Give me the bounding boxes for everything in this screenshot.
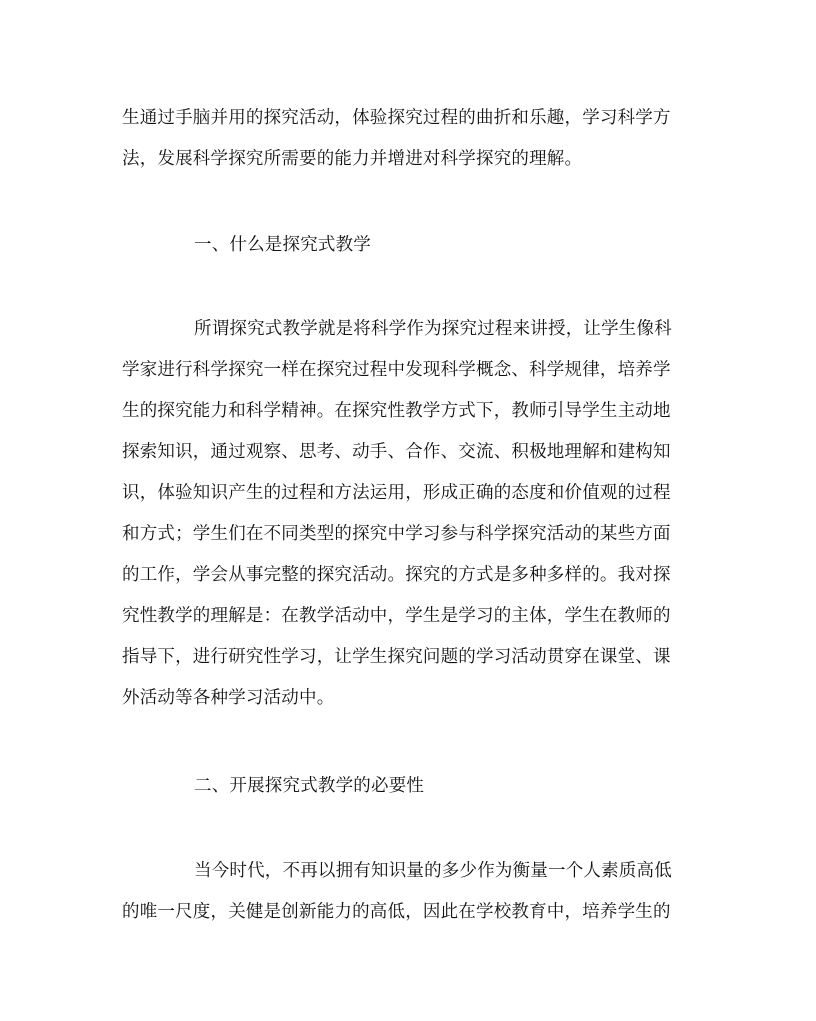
text-line: 指导下，进行研究性学习，让学生探究问题的学习活动贯穿在课堂、课 — [122, 647, 671, 667]
text-line: 法，发展科学探究所需要的能力并增进对科学探究的理解。 — [122, 149, 583, 169]
intro-paragraph — [122, 98, 702, 180]
section1-paragraph — [122, 309, 702, 719]
text-line: 究性教学的理解是：在教学活动中，学生是学习的主体，学生在教师的 — [122, 606, 671, 626]
text-line: 外活动等各种学习活动中。 — [122, 688, 335, 708]
text-line: 和方式；学生们在不同类型的探究中学习参与科学探究活动的某些方面 — [122, 524, 671, 544]
text-line: 的工作，学会从事完整的探究活动。探究的方式是多种多样的。我对探 — [122, 565, 671, 585]
text-line: 识，体验知识产生的过程和方法运用，形成正确的态度和价值观的过程 — [122, 483, 671, 503]
text-line: 学家进行科学探究一样在探究过程中发现科学概念、科学规律，培养学 — [122, 360, 671, 380]
section-heading-necessity — [122, 766, 702, 807]
section-heading-text: 一、什么是探究式教学 — [194, 235, 371, 255]
text-line: 探索知识，通过观察、思考、动手、合作、交流、积极地理解和建构知 — [122, 442, 671, 462]
text-line: 的唯一尺度，关健是创新能力的高低，因此在学校教育中，培养学生的 — [122, 902, 671, 922]
text-line: 所谓探究式教学就是将科学作为探究过程来讲授，让学生像科 — [194, 319, 672, 339]
section-heading-text: 二、开展探究式教学的必要性 — [194, 776, 425, 796]
text-line: 生的探究能力和科学精神。在探究性教学方式下，教师引导学生主动地 — [122, 401, 671, 421]
section-heading-what-is-inquiry — [122, 225, 702, 266]
text-line: 生通过手脑并用的探究活动，体验探究过程的曲折和乐趣，学习科学方 — [122, 108, 671, 128]
section2-paragraph — [122, 851, 702, 933]
text-line: 当今时代，不再以拥有知识量的多少作为衡量一个人素质高低 — [194, 861, 672, 881]
